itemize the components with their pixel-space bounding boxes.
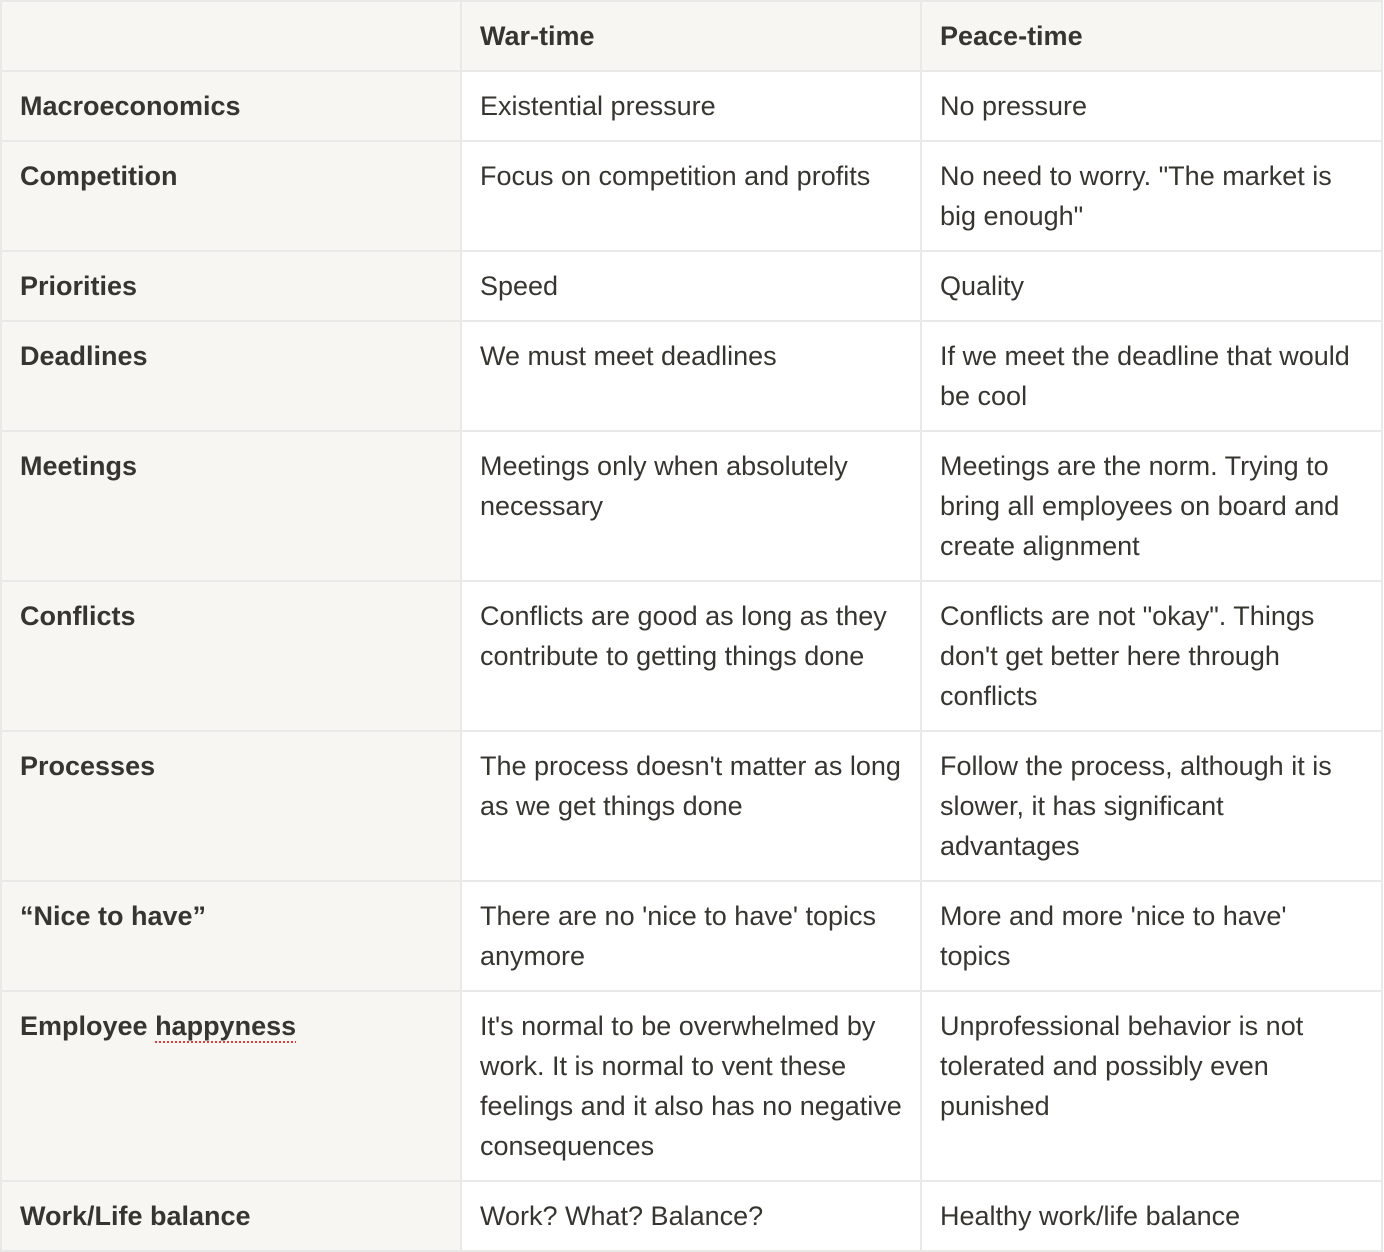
table-row bbox=[1, 431, 1382, 581]
row-label-deadlines[interactable]: Deadlines bbox=[1, 321, 461, 431]
cell-peace-competition[interactable]: No need to worry. "The market is big enough" bbox=[921, 141, 1382, 251]
cell-war-deadlines[interactable]: We must meet deadlines bbox=[461, 321, 921, 431]
table-row bbox=[1, 71, 1382, 141]
row-label-conflicts[interactable]: Conflicts bbox=[1, 581, 461, 731]
cell-war-meetings[interactable]: Meetings only when absolutely necessary bbox=[461, 431, 921, 581]
row-label-processes[interactable]: Processes bbox=[1, 731, 461, 881]
cell-peace-work-life-balance[interactable]: Healthy work/life balance bbox=[921, 1181, 1382, 1251]
header-war-time[interactable]: War-time bbox=[461, 1, 921, 71]
table-row bbox=[1, 141, 1382, 251]
cell-peace-processes[interactable]: Follow the process, although it is slower, it has significant advantages bbox=[921, 731, 1382, 881]
cell-war-processes[interactable]: The process doesn't matter as long as we get things done bbox=[461, 731, 921, 881]
row-label-macroeconomics[interactable]: Macroeconomics bbox=[1, 71, 461, 141]
row-label-nice-to-have[interactable]: “Nice to have” bbox=[1, 881, 461, 991]
cell-peace-employee-happyness[interactable]: Unprofessional behavior is not tolerated and possibly even punished bbox=[921, 991, 1382, 1181]
cell-war-work-life-balance[interactable]: Work? What? Balance? bbox=[461, 1181, 921, 1251]
cell-peace-deadlines[interactable]: If we meet the deadline that would be cool bbox=[921, 321, 1382, 431]
header-corner-cell[interactable] bbox=[1, 1, 461, 71]
cell-war-macroeconomics[interactable]: Existential pressure bbox=[461, 71, 921, 141]
row-label-meetings[interactable]: Meetings bbox=[1, 431, 461, 581]
row-label-text: Employee bbox=[20, 1011, 156, 1041]
cell-peace-macroeconomics[interactable]: No pressure bbox=[921, 71, 1382, 141]
table-row bbox=[1, 881, 1382, 991]
cell-war-nice-to-have[interactable]: There are no 'nice to have' topics anymore bbox=[461, 881, 921, 991]
cell-war-competition[interactable]: Focus on competition and profits bbox=[461, 141, 921, 251]
cell-peace-conflicts[interactable]: Conflicts are not "okay". Things don't get better here through conflicts bbox=[921, 581, 1382, 731]
table-row bbox=[1, 731, 1382, 881]
cell-peace-priorities[interactable]: Quality bbox=[921, 251, 1382, 321]
cell-war-priorities[interactable]: Speed bbox=[461, 251, 921, 321]
row-label-priorities[interactable]: Priorities bbox=[1, 251, 461, 321]
row-label-work-life-balance[interactable]: Work/Life balance bbox=[1, 1181, 461, 1251]
cell-peace-nice-to-have[interactable]: More and more 'nice to have' topics bbox=[921, 881, 1382, 991]
header-row bbox=[1, 1, 1382, 71]
table-row bbox=[1, 251, 1382, 321]
table-row bbox=[1, 581, 1382, 731]
row-label-competition[interactable]: Competition bbox=[1, 141, 461, 251]
cell-war-conflicts[interactable]: Conflicts are good as long as they contribute to getting things done bbox=[461, 581, 921, 731]
cell-war-employee-happyness[interactable]: It's normal to be overwhelmed by work. It is normal to vent these feelings and it also has no negative consequences bbox=[461, 991, 921, 1181]
table-row bbox=[1, 1181, 1382, 1251]
spellcheck-underlined-word: happyness bbox=[155, 1011, 297, 1041]
cell-peace-meetings[interactable]: Meetings are the norm. Trying to bring all employees on board and create alignment bbox=[921, 431, 1382, 581]
table-row bbox=[1, 991, 1382, 1181]
row-label-employee-happyness[interactable] bbox=[1, 991, 461, 1181]
header-peace-time[interactable]: Peace-time bbox=[921, 1, 1382, 71]
table-row bbox=[1, 321, 1382, 431]
